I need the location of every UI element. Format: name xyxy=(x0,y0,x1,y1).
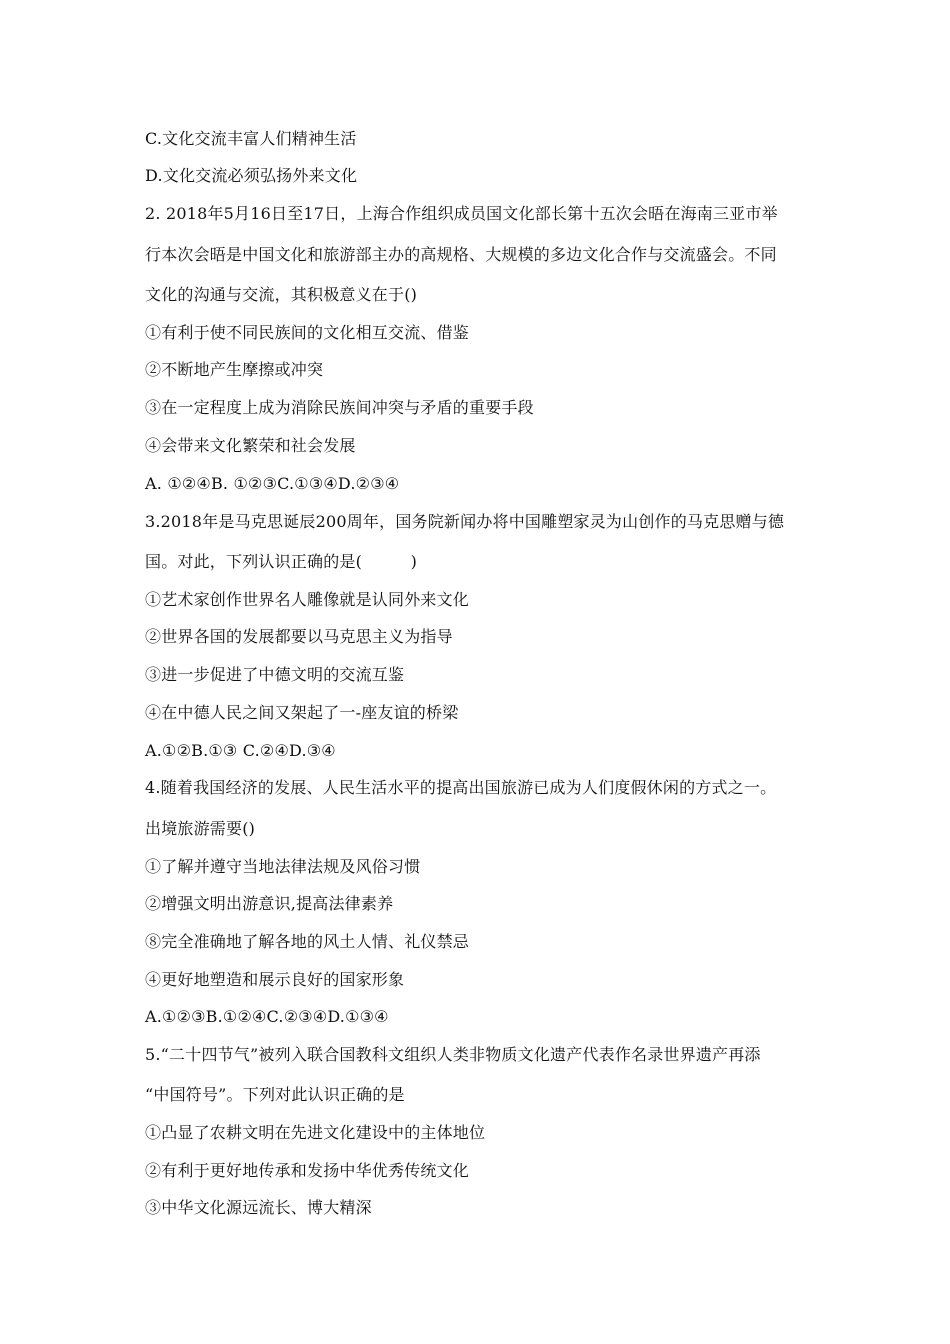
question-4-stem-line-1: 4.随着我国经济的发展、人民生活水平的提高出国旅游已成为人们度假休闲的方式之一。 xyxy=(145,778,777,797)
question-4-options: A.①②③B.①②④C.②③④D.①③④ xyxy=(145,1007,389,1026)
question-4-statement-2: ②增强文明出游意识,提高法律素养 xyxy=(145,894,394,913)
question-5-stem-line-1: 5.“二十四节气”被列入联合国教科文组织人类非物质文化遗产代表作名录世界遗产再添 xyxy=(145,1045,761,1064)
question-3-statement-1: ①艺术家创作世界名人雕像就是认同外来文化 xyxy=(145,590,470,609)
question-2-stem-line-2: 行本次会晤是中国文化和旅游部主办的高规格、大规模的多边文化合作与交流盛会。不同 xyxy=(145,245,777,264)
question-3-statement-2: ②世界各国的发展都要以马克思主义为指导 xyxy=(145,627,453,646)
question-2-statement-3: ③在一定程度上成为消除民族间冲突与矛盾的重要手段 xyxy=(145,398,534,417)
question-3-stem-line-1: 3.2018年是马克思诞辰200周年，国务院新闻办将中国雕塑家灵为山创作的马克思赠与德 xyxy=(145,512,785,531)
question-2-statement-1: ①有利于使不同民族间的文化相互交流、借鉴 xyxy=(145,323,470,342)
question-5-statement-3: ③中华文化源远流长、博大精深 xyxy=(145,1198,372,1217)
option-c-line: C.文化交流丰富人们精神生活 xyxy=(145,129,357,148)
question-3-options: A.①②B.①③ C.②④D.③④ xyxy=(145,741,336,760)
question-3-statement-3: ③进一步促进了中德文明的交流互鉴 xyxy=(145,665,405,684)
question-4-statement-4: ④更好地塑造和展示良好的国家形象 xyxy=(145,970,405,989)
question-4-statement-1: ①了解并遵守当地法律法规及风俗习惯 xyxy=(145,857,421,876)
question-5-statement-2: ②有利于更好地传承和发扬中华优秀传统文化 xyxy=(145,1161,470,1180)
option-d-line: D.文化交流必须弘扬外来文化 xyxy=(145,166,358,185)
question-5-stem-line-2: “中国符号”。下列对此认识正确的是 xyxy=(145,1085,405,1104)
question-2-statement-2: ②不断地产生摩擦或冲突 xyxy=(145,360,324,379)
question-2-options: A. ①②④B. ①②③C.①③④D.②③④ xyxy=(145,474,400,493)
question-4-stem-line-2: 出境旅游需要() xyxy=(145,819,256,838)
question-3-stem-line-2: 国。对此，下列认识正确的是( ) xyxy=(145,552,418,571)
question-5-statement-1: ①凸显了农耕文明在先进文化建设中的主体地位 xyxy=(145,1123,486,1142)
question-4-statement-3: ⑧完全准确地了解各地的风土人情、礼仪禁忌 xyxy=(145,932,470,951)
question-2-stem-line-3: 文化的沟通与交流，其积极意义在于() xyxy=(145,285,418,304)
question-3-statement-4: ④在中德人民之间又架起了一-座友谊的桥梁 xyxy=(145,703,459,722)
question-2-statement-4: ④会带来文化繁荣和社会发展 xyxy=(145,436,356,455)
question-2-stem-line-1: 2. 2018年5月16日至17日，上海合作组织成员国文化部长第十五次会晤在海南三亚市举 xyxy=(145,204,778,223)
